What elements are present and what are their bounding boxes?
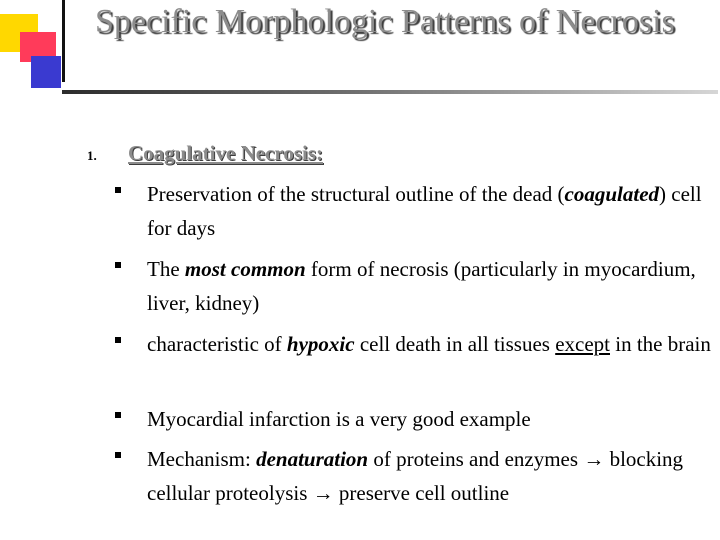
title-divider-line bbox=[62, 90, 718, 94]
arrow-right-icon: → bbox=[312, 481, 334, 505]
decor-square-blue bbox=[31, 56, 61, 88]
decor-vertical-line bbox=[62, 0, 65, 82]
bullet-square-icon bbox=[115, 412, 121, 418]
bullet-text: Mechanism: denaturation of proteins and enzymes → blocking cellular proteolysis → preserve cell outline bbox=[147, 447, 684, 505]
bullet-square-icon bbox=[115, 337, 121, 343]
section-number: 1. bbox=[87, 148, 97, 163]
section-heading: Coagulative Necrosis: bbox=[128, 141, 323, 165]
bullet-square-icon bbox=[115, 187, 121, 193]
bullet-text: The most common form of necrosis (particularly in myocardium, liver, kidney) bbox=[147, 257, 696, 315]
slide-title: Specific Morphologic Patterns of Necrosis bbox=[95, 3, 675, 40]
bullet-text: Preservation of the structural outline of the dead (coagulated) cell for days bbox=[147, 182, 702, 240]
bullet-text: characteristic of hypoxic cell death in all tissues except in the brain bbox=[147, 332, 711, 356]
bullet-square-icon bbox=[115, 262, 121, 268]
arrow-right-icon: → bbox=[583, 447, 605, 471]
bullet-square-icon bbox=[115, 452, 121, 458]
bullet-text: Myocardial infarction is a very good example bbox=[147, 407, 531, 431]
